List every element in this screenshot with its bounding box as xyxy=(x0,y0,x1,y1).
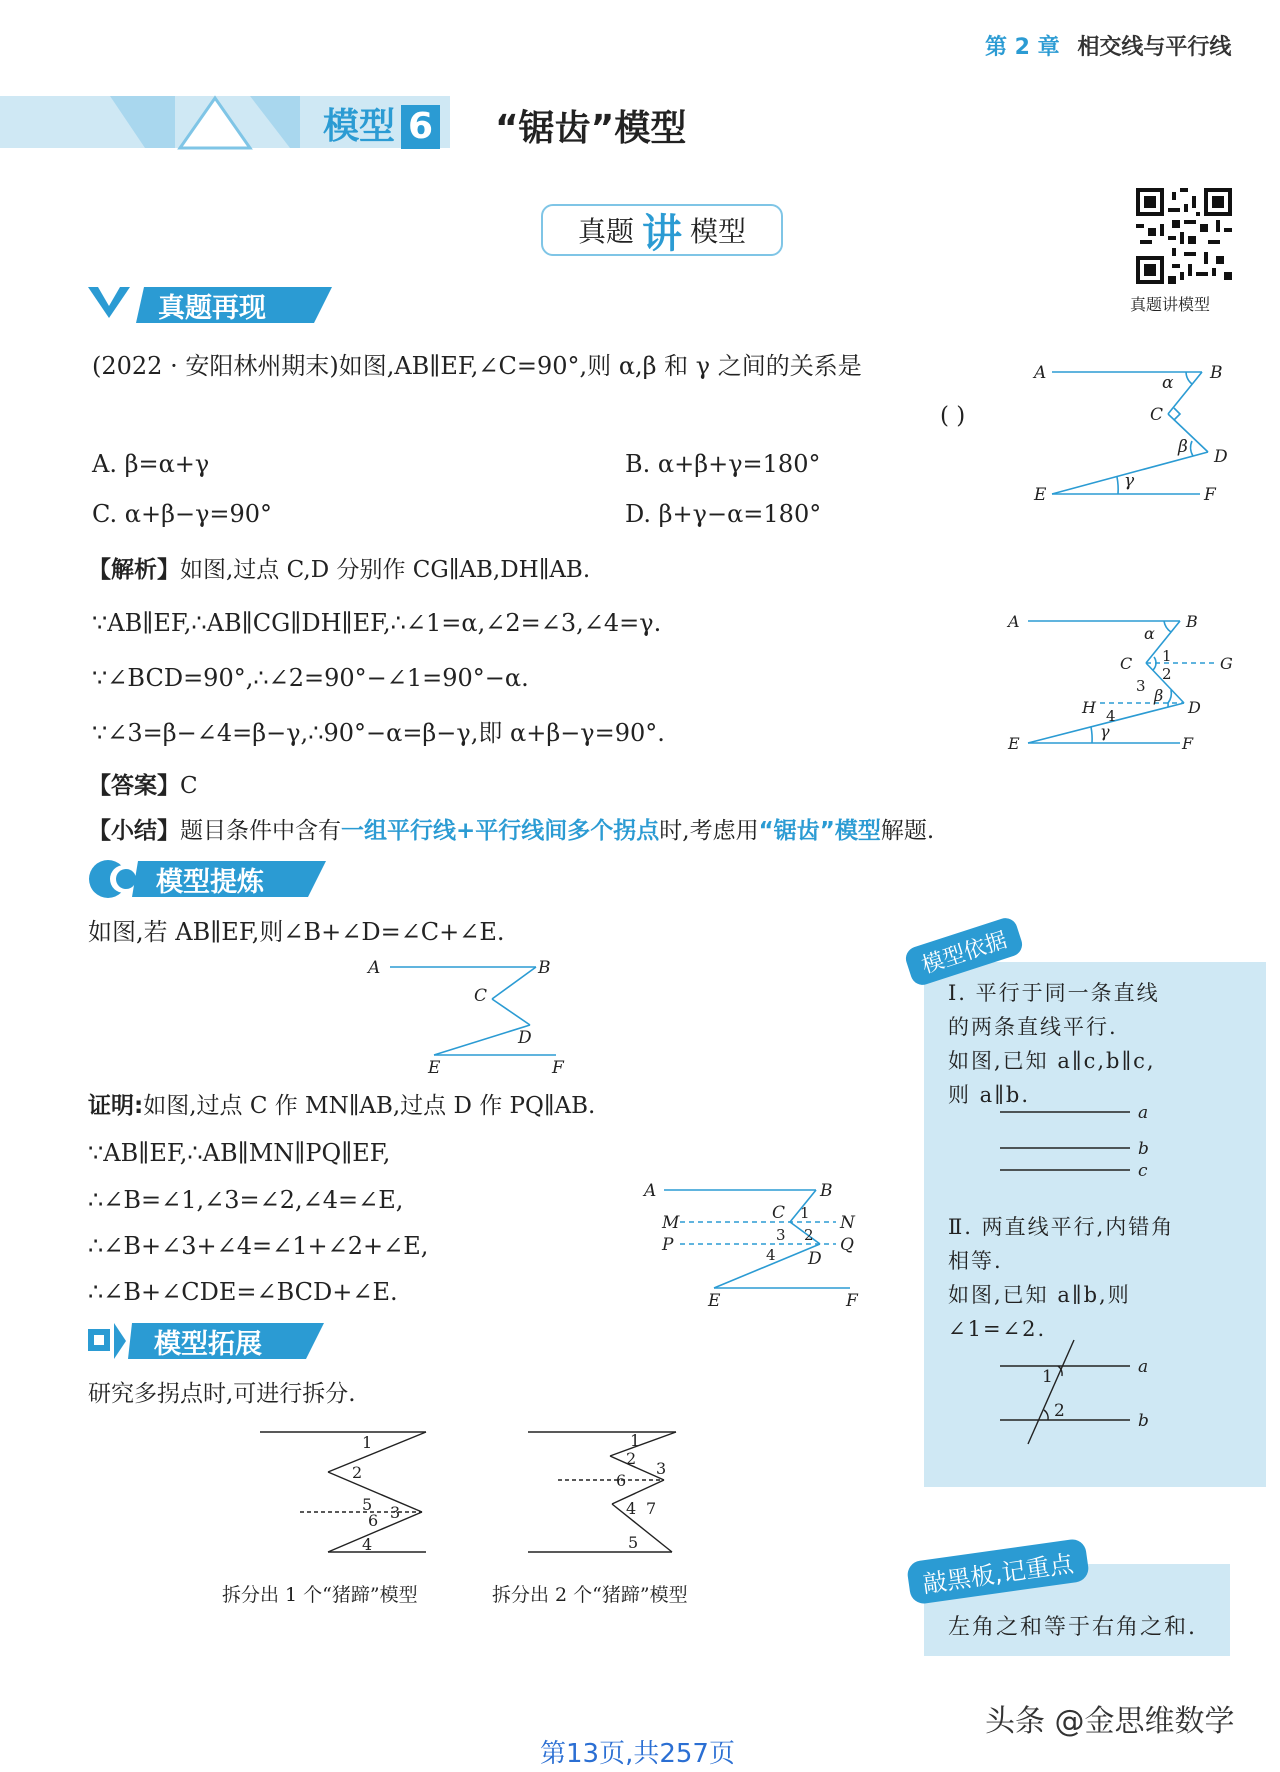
svg-text:N: N xyxy=(840,1213,855,1233)
svg-text:E: E xyxy=(1034,485,1047,505)
svg-text:α: α xyxy=(1144,624,1155,643)
watermark: 头条 @金思维数学 xyxy=(985,1704,1235,1739)
option-d: D. β+γ−α=180° xyxy=(625,500,822,528)
svg-text:4: 4 xyxy=(362,1535,373,1554)
figure-analysis xyxy=(1000,605,1240,765)
proof-text-1: 如图,过点 C 作 MN∥AB,过点 D 作 PQ∥AB. xyxy=(143,1093,596,1119)
analysis-tag: 【解析】 xyxy=(88,557,180,583)
analysis-line-2: ∵AB∥EF,∴AB∥CG∥DH∥EF,∴∠1=α,∠2=∠3,∠4=γ. xyxy=(92,609,662,637)
basis-rule1-line1: Ⅰ. 平行于同一条直线 xyxy=(948,981,1160,1005)
svg-text:1: 1 xyxy=(630,1431,641,1450)
summary-line xyxy=(88,815,934,847)
section-title-label: 模型提炼 xyxy=(156,867,264,898)
svg-text:D: D xyxy=(1214,447,1228,467)
svg-text:C: C xyxy=(1120,654,1133,673)
summary-tag: 【小结】 xyxy=(88,818,180,844)
svg-text:B: B xyxy=(1186,612,1198,631)
svg-text:C: C xyxy=(474,986,488,1006)
section-title-tuozhan xyxy=(88,1320,324,1362)
analysis-line-3: ∵∠BCD=90°,∴∠2=90°−∠1=90°−α. xyxy=(92,664,529,692)
svg-text:γ: γ xyxy=(1124,471,1135,491)
svg-text:F: F xyxy=(1204,485,1216,505)
figure-proof xyxy=(640,1178,870,1308)
svg-text:3: 3 xyxy=(776,1226,786,1244)
figure-extend-1 xyxy=(250,1422,440,1562)
section-title-tilian xyxy=(88,858,326,900)
svg-text:G: G xyxy=(1220,654,1233,673)
answer-paren: ( ) xyxy=(940,403,966,429)
zhenti-left: 真题 xyxy=(577,215,634,248)
svg-text:b: b xyxy=(1138,1411,1149,1431)
figure-alternate-angles xyxy=(990,1336,1170,1446)
svg-text:6: 6 xyxy=(616,1471,627,1490)
svg-text:γ: γ xyxy=(1100,722,1110,741)
zhenti-right: 模型 xyxy=(690,215,747,248)
proof-tag: 证明: xyxy=(88,1093,144,1119)
summary-highlight-2: “锯齿”模型 xyxy=(758,818,881,844)
svg-text:D: D xyxy=(518,1028,532,1048)
svg-text:3: 3 xyxy=(1136,677,1146,695)
figure-extend-2 xyxy=(518,1422,708,1562)
qr-code[interactable] xyxy=(1136,188,1232,284)
summary-pre: 题目条件中含有 xyxy=(180,818,341,844)
svg-text:1: 1 xyxy=(362,1433,373,1452)
svg-text:α: α xyxy=(1162,373,1174,393)
chapter-number: 第 2 章 xyxy=(985,35,1060,60)
summary-highlight-1: 一组平行线+平行线间多个拐点 xyxy=(341,818,660,844)
svg-text:C: C xyxy=(1150,405,1164,425)
svg-text:Q: Q xyxy=(840,1235,854,1255)
model-label: 模型 xyxy=(323,106,396,147)
refine-statement: 如图,若 AB∥EF,则∠B+∠D=∠C+∠E. xyxy=(88,918,505,946)
svg-text:E: E xyxy=(428,1058,441,1075)
figure-question xyxy=(1030,350,1230,510)
basis-rule1-line2: 的两条直线平行. xyxy=(948,1015,1118,1039)
svg-text:1: 1 xyxy=(800,1204,810,1222)
svg-text:H: H xyxy=(1082,698,1096,717)
option-a: A. β=α+γ xyxy=(92,450,210,478)
qr-caption: 真题讲模型 xyxy=(1130,295,1211,314)
svg-text:A: A xyxy=(1034,363,1047,383)
basis-rule1-line3: 如图,已知 a∥c,b∥c, xyxy=(948,1049,1156,1073)
svg-text:F: F xyxy=(846,1291,858,1308)
proof-line-3: ∴∠B=∠1,∠3=∠2,∠4=∠E, xyxy=(88,1186,404,1214)
svg-text:4: 4 xyxy=(766,1246,776,1264)
svg-text:2: 2 xyxy=(1162,665,1172,683)
analysis-line-1 xyxy=(88,554,590,586)
svg-text:F: F xyxy=(552,1058,564,1075)
svg-text:2: 2 xyxy=(804,1226,814,1244)
option-b: B. α+β+γ=180° xyxy=(625,450,821,478)
proof-line-2: ∵AB∥EF,∴AB∥MN∥PQ∥EF, xyxy=(88,1139,391,1167)
answer-line xyxy=(88,770,198,802)
basis-rule2-line3: 如图,已知 a∥b,则 xyxy=(948,1283,1131,1307)
basis-rule1-line4: 则 a∥b. xyxy=(948,1083,1031,1107)
answer-value: C xyxy=(180,773,198,799)
basis-tag: 模型依据 xyxy=(903,915,1025,988)
svg-text:3: 3 xyxy=(390,1503,401,1522)
svg-text:E: E xyxy=(708,1291,721,1308)
basis-rule2-line1: Ⅱ. 两直线平行,内错角 xyxy=(948,1215,1175,1239)
svg-text:C: C xyxy=(772,1203,786,1223)
svg-text:D: D xyxy=(1188,698,1201,717)
svg-text:a: a xyxy=(1138,1103,1149,1123)
svg-text:7: 7 xyxy=(646,1499,657,1518)
section-title-label: 真题再现 xyxy=(158,293,266,324)
section-title-label: 模型拓展 xyxy=(154,1329,262,1360)
analysis-line-4: ∵∠3=β−∠4=β−γ,∴90°−α=β−γ,即 α+β−γ=90°. xyxy=(92,719,665,747)
svg-text:1: 1 xyxy=(1162,647,1172,665)
chapter-title: 相交线与平行线 xyxy=(1077,35,1232,60)
svg-text:2: 2 xyxy=(352,1463,363,1482)
figure-refine xyxy=(360,955,580,1075)
zhenti-mid: 讲 xyxy=(642,210,682,257)
extend-intro: 研究多拐点时,可进行拆分. xyxy=(88,1381,356,1407)
svg-text:F: F xyxy=(1182,734,1194,753)
svg-text:E: E xyxy=(1008,734,1020,753)
svg-text:β: β xyxy=(1154,686,1164,705)
svg-text:1: 1 xyxy=(1042,1367,1053,1387)
question-stem: (2022 · 安阳林州期末)如图,AB∥EF,∠C=90°,则 α,β 和 γ 之间的关系是 xyxy=(92,352,862,380)
svg-text:c: c xyxy=(1138,1161,1148,1180)
keypoint-tag: 敲黑板,记重点 xyxy=(906,1538,1090,1606)
proof-line-4: ∴∠B+∠3+∠4=∠1+∠2+∠E, xyxy=(88,1232,429,1260)
svg-text:4: 4 xyxy=(626,1499,637,1518)
answer-tag: 【答案】 xyxy=(88,773,180,799)
proof-line-1 xyxy=(88,1090,595,1122)
extend-caption-1: 拆分出 1 个“猪蹄”模型 xyxy=(222,1584,418,1606)
svg-text:a: a xyxy=(1138,1357,1149,1377)
svg-text:A: A xyxy=(644,1181,657,1201)
svg-text:4: 4 xyxy=(1106,707,1116,725)
zhenti-box xyxy=(541,204,783,256)
basis-rule2-line4: ∠1=∠2. xyxy=(948,1317,1047,1341)
svg-text:β: β xyxy=(1178,437,1188,457)
svg-text:b: b xyxy=(1138,1139,1149,1159)
figure-parallel-abc xyxy=(990,1098,1170,1180)
keypoint-text: 左角之和等于右角之和. xyxy=(948,1615,1197,1640)
summary-mid: 时,考虑用 xyxy=(659,818,759,844)
svg-text:3: 3 xyxy=(656,1459,667,1478)
svg-text:A: A xyxy=(1008,612,1020,631)
svg-text:D: D xyxy=(808,1249,822,1269)
svg-text:B: B xyxy=(1210,363,1223,383)
svg-text:6: 6 xyxy=(368,1511,379,1530)
svg-text:P: P xyxy=(662,1235,674,1255)
model-title: “锯齿”模型 xyxy=(495,108,687,149)
model-number-badge: 6 xyxy=(401,105,440,149)
svg-text:2: 2 xyxy=(626,1449,637,1468)
svg-text:5: 5 xyxy=(628,1533,639,1552)
svg-text:B: B xyxy=(820,1181,833,1201)
summary-post: 解题. xyxy=(880,818,935,844)
basis-rule2-line2: 相等. xyxy=(948,1249,1003,1273)
extend-caption-2: 拆分出 2 个“猪蹄”模型 xyxy=(492,1584,688,1606)
proof-line-5: ∴∠B+∠CDE=∠BCD+∠E. xyxy=(88,1278,398,1306)
svg-text:M: M xyxy=(662,1213,680,1233)
model-number xyxy=(323,98,440,149)
section-title-zhenti xyxy=(88,284,332,326)
svg-text:A: A xyxy=(368,958,381,978)
svg-text:2: 2 xyxy=(1054,1401,1065,1421)
page-indicator[interactable]: 第13页,共257页 xyxy=(540,1739,735,1769)
svg-text:5: 5 xyxy=(362,1495,373,1514)
chapter-header xyxy=(985,30,1231,61)
option-c: C. α+β−γ=90° xyxy=(92,500,273,528)
svg-text:B: B xyxy=(538,958,551,978)
analysis-text-1: 如图,过点 C,D 分别作 CG∥AB,DH∥AB. xyxy=(180,557,591,583)
